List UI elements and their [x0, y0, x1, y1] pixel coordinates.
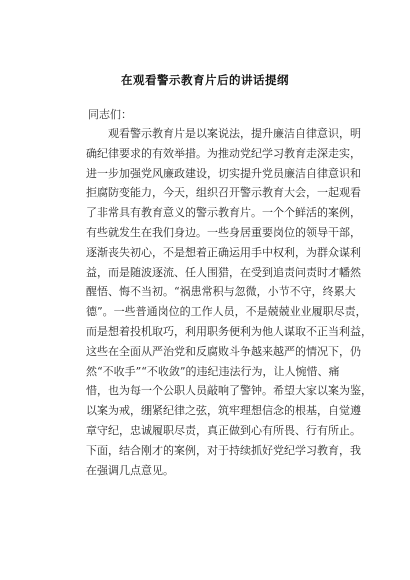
body-line: 醒悟、悔不当初。“祸患常积与忽微，小节不守，终累大	[86, 285, 356, 299]
body-line: 然“不收手”“不收敛”的违纪违法行为，让人惋惜、痛	[86, 364, 340, 378]
body-line: 惜，也为每一个公职人员敲响了警钟。希望大家以案为鉴，	[86, 384, 372, 398]
body-line: 德”。一些普通岗位的工作人员，不是兢兢业业履职尽责，	[86, 305, 367, 319]
body-line: 逐渐丧失初心，不是想着正确运用手中权利，为群众谋利	[86, 245, 361, 259]
body-line: 以案为戒，绷紧纪律之弦，筑牢理想信念的根基，自觉遵	[86, 404, 361, 418]
salutation: 同志们：	[88, 108, 132, 121]
body-line: 在强调几点意见。	[86, 463, 174, 477]
body-line: 确纪律要求的有效举措。为推动党纪学习教育走深走实，	[86, 146, 361, 160]
body-line: 这些在全面从严治党和反腐败斗争越来越严的情况下，仍	[86, 344, 361, 358]
document-title: 在观看警示教育片后的讲话提纲	[121, 73, 289, 87]
body-line: 益，而是随波逐流、任人围猎，在受到追责问责时才幡然	[86, 265, 361, 279]
body-line: 章守纪，忠诚履职尽责，真正做到心有所畏、行有所止。	[86, 423, 361, 437]
body-line: 了非常具有教育意义的警示教育片。一个个鲜活的案例，	[86, 206, 361, 220]
body-line: 而是想着投机取巧，利用职务便利为他人谋取不正当利益，	[86, 324, 372, 338]
body-line: 观看警示教育片是以案说法，提升廉洁自律意识，明	[108, 127, 361, 140]
body-line: 进一步加强党风廉政建设，切实提升党员廉洁自律意识和	[86, 166, 361, 180]
body-line: 有些就发生在我们身边。一些身居重要岗位的领导干部，	[86, 225, 361, 239]
body-line: 下面，结合刚才的案例，对于持续抓好党纪学习教育，我	[86, 443, 361, 457]
body-paragraph	[86, 124, 372, 480]
body-line: 拒腐防变能力，今天，组织召开警示教育大会，一起观看	[86, 186, 361, 200]
